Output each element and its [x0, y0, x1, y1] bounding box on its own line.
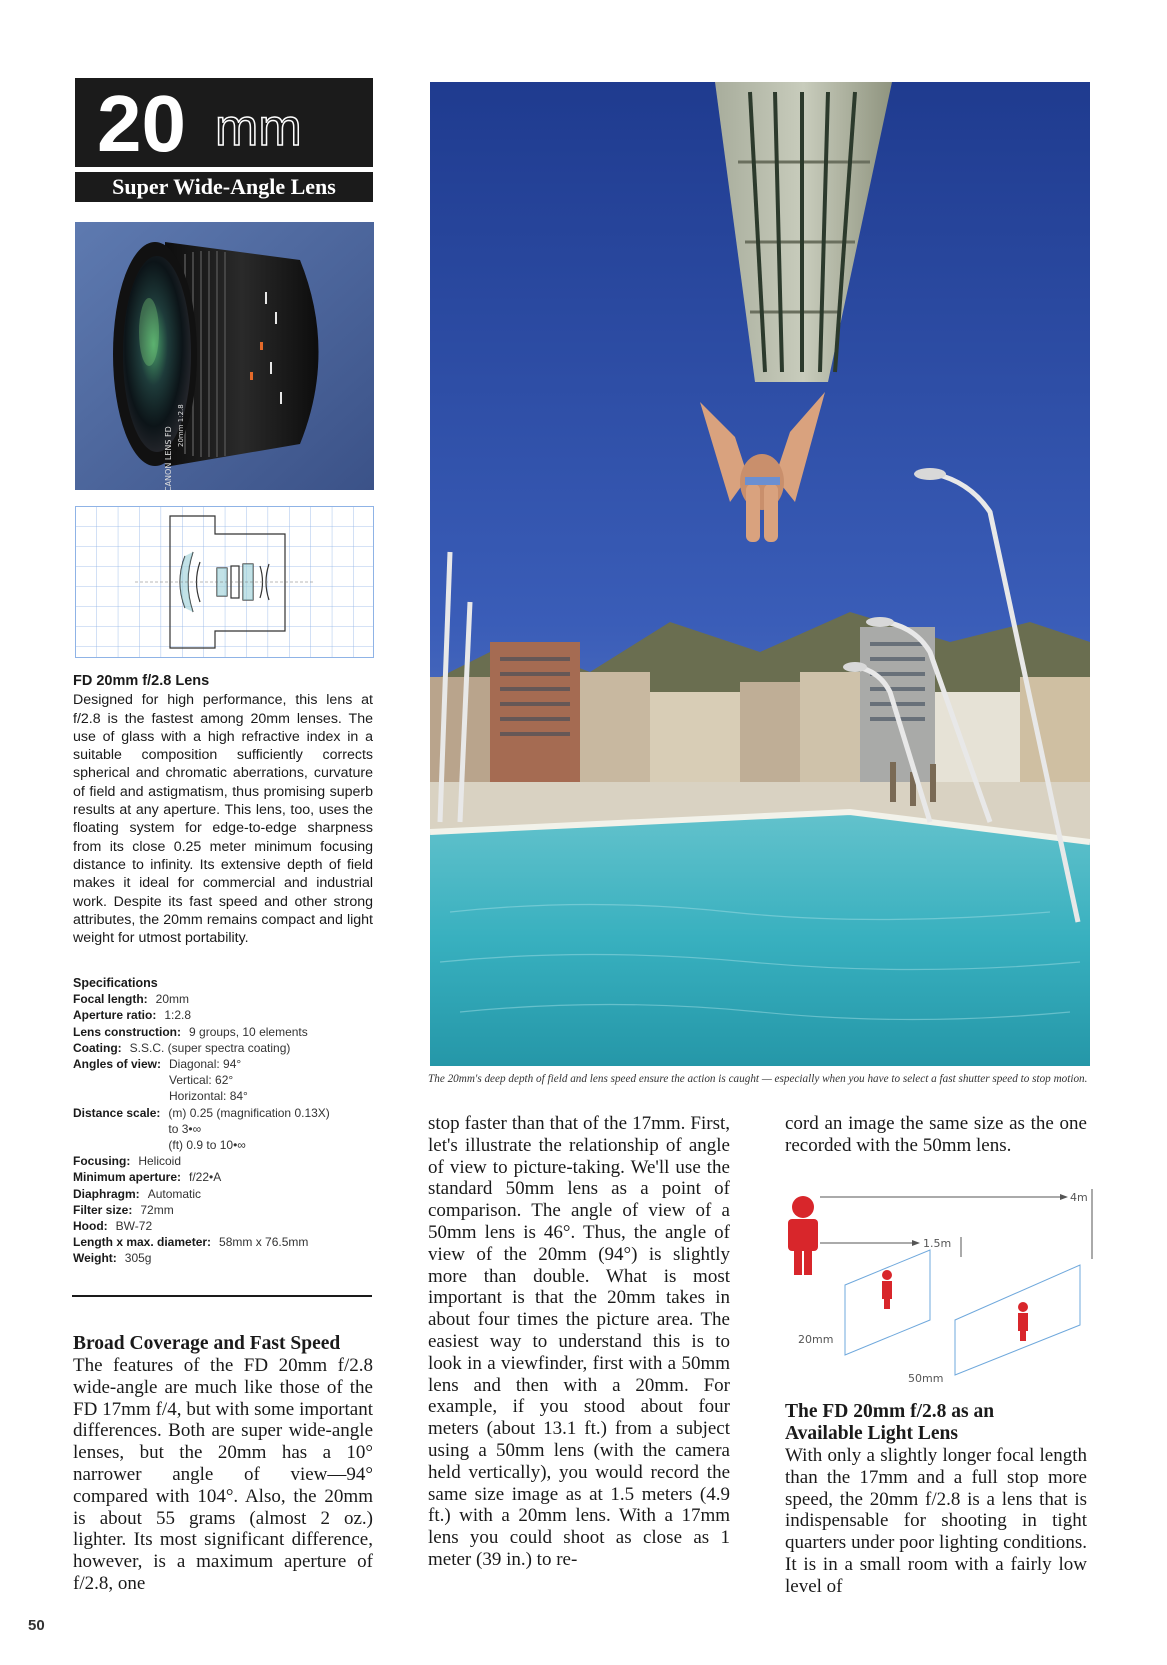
label-20mm: 20mm: [798, 1333, 834, 1346]
spec-value: Automatic: [147, 1186, 202, 1201]
photographer-figure: [788, 1196, 818, 1275]
spec-label: Lens construction:: [73, 1024, 182, 1039]
lens-barrel-spec: 20mm 1:2.8: [177, 404, 185, 447]
spec-value: BW-72: [115, 1219, 153, 1234]
lens-name: FD 20mm f/2.8 Lens: [73, 673, 210, 689]
spec-row: [73, 1056, 393, 1105]
spec-values: [140, 1202, 173, 1218]
spec-values: [169, 1056, 248, 1105]
spec-row: [73, 1250, 393, 1266]
spec-label: Focusing:: [73, 1154, 131, 1169]
lens-description: [73, 672, 373, 947]
heading-line-1: The FD 20mm f/2.8 as an: [785, 1401, 995, 1422]
title-bar: [75, 78, 373, 167]
label-50mm: 50mm: [908, 1372, 944, 1385]
spec-row: [73, 1040, 393, 1056]
spec-row: [73, 1218, 393, 1234]
page-number: 50: [28, 1617, 45, 1634]
spec-label: Aperture ratio:: [73, 1008, 157, 1023]
right-column-intro: cord an image the same size as the one recorded with the 50mm lens.: [785, 1113, 1087, 1156]
spec-label: Diaphragm:: [73, 1186, 140, 1201]
section-divider: [72, 1295, 372, 1297]
title-block: [75, 78, 373, 202]
specifications: [73, 975, 393, 1267]
spec-value: 20mm: [155, 992, 190, 1007]
spec-row: [73, 1186, 393, 1202]
spec-values: [125, 1250, 152, 1266]
spec-value: 72mm: [140, 1202, 174, 1217]
spec-values: [189, 1169, 221, 1185]
spec-value: 1:2.8: [164, 1008, 192, 1023]
spec-label: Angles of view:: [73, 1057, 162, 1072]
spec-value: Horizontal: 84°: [169, 1089, 248, 1104]
spec-values: [164, 1007, 191, 1023]
spec-row: [73, 991, 393, 1007]
lens-cross-section-diagram: [75, 506, 374, 658]
spec-values: [138, 1153, 181, 1169]
spec-row: [73, 1153, 393, 1169]
section-heading-available-light: [785, 1401, 1087, 1445]
spec-label: Hood:: [73, 1219, 108, 1234]
spec-value: 305g: [124, 1251, 152, 1266]
spec-value: to 3•∞: [168, 1121, 202, 1136]
page-subtitle: Super Wide-Angle Lens: [75, 172, 373, 202]
title-number: 20: [97, 79, 186, 168]
spec-value: Vertical: 62°: [169, 1073, 234, 1088]
spec-row: [73, 1105, 393, 1154]
spec-label: Length x max. diameter:: [73, 1235, 212, 1250]
spec-row: [73, 1202, 393, 1218]
spec-value: 9 groups, 10 elements: [189, 1024, 308, 1039]
frame-20mm: [845, 1250, 930, 1355]
spec-values: [168, 1105, 329, 1154]
specifications-list: [73, 991, 393, 1266]
spec-row: [73, 1024, 393, 1040]
spec-values: [189, 1024, 308, 1040]
photo-caption: The 20mm's deep depth of field and lens speed ensure the action is caught — especially when you have to select a fast shutter speed to stop motion.: [428, 1073, 1088, 1085]
section-heading-broad-coverage: Broad Coverage and Fast Speed: [73, 1333, 341, 1354]
spec-value: S.S.C. (super spectra coating): [129, 1040, 291, 1055]
lens-photo: [75, 222, 374, 490]
spec-row: [73, 1234, 393, 1250]
lens-description-text: Designed for high performance, this lens at f/2.8 is the fastest among 20mm lenses. The use of glass with a high refractive index in a suitable composition sufficiently corrects spherical and chromatic aberrations, curvature of field and astigmatism, thus promising superb results at any aperture. This lens, too, uses the floating system for edge-to-edge sharpness from its close 0.25 meter minimum focusing distance to infinity. Its extensive depth of field makes it ideal for commercial and industrial work. Despite its fast speed and other strong attributes, the 20mm remains compact and light weight for utmost portability.: [73, 692, 373, 947]
angle-of-view-diagram: [780, 1185, 1100, 1385]
spec-value: Helicoid: [138, 1154, 182, 1169]
spec-label: Filter size:: [73, 1202, 133, 1217]
spec-values: [156, 991, 189, 1007]
middle-column-text: stop faster than that of the 17mm. First, let's illustrate the relationship of angle of view to picture-taking. We'll use the standard 50mm lens as a point of comparison. The angle of view of a 50mm lens is 46°. Thus, the angle of view of the 20mm (94°) is slightly more than double. What is most important is that the 20mm takes in about four times the picture area. The easiest way to understand this is to look in a viewfinder, first with a 50mm lens and then with a 20mm. For example, if you stood about four meters (about 13.1 ft.) from a subject using a 50mm lens (with the camera held vertically), you would record the same size image as at 1.5 meters (4.9 ft.) with a 20mm lens. With a 17mm lens you could shoot as close as 1 meter (39 in.) to re-: [428, 1113, 730, 1570]
spec-label: Minimum aperture:: [73, 1170, 182, 1185]
spec-label: Distance scale:: [73, 1105, 161, 1120]
distance-far-label: 4m: [1070, 1191, 1088, 1204]
frame-50mm: [955, 1265, 1080, 1375]
spec-value: Diagonal: 94°: [169, 1057, 242, 1072]
title-unit: mm: [215, 99, 302, 157]
spec-value: (ft) 0.9 to 10•∞: [168, 1138, 246, 1153]
lens-barrel-text: CANON LENS FD: [164, 426, 173, 490]
diver-photo: [430, 82, 1090, 1066]
spec-values: [219, 1234, 308, 1250]
spec-row: [73, 1169, 393, 1185]
spec-value: 58mm x 76.5mm: [219, 1235, 309, 1250]
distance-near-label: 1.5m: [923, 1237, 952, 1250]
spec-label: Coating:: [73, 1040, 122, 1055]
section-body-available-light: With only a slightly longer focal length than the 17mm and a full stop more speed, the 20mm f/2.8 is a lens that is indispensable for shooting in tight quarters under poor lighting conditions. It is in a small room with a fairly low level of: [785, 1445, 1087, 1597]
spec-label: Weight:: [73, 1251, 117, 1266]
spec-label: Focal length:: [73, 992, 148, 1007]
spec-value: (m) 0.25 (magnification 0.13X): [168, 1105, 330, 1120]
section-body-broad-coverage: The features of the FD 20mm f/2.8 wide-angle are much like those of the FD 17mm f/4, but with some important differences. Both are super wide-angle lenses, but the 20mm has a 10° narrower angle of view—94° compared with 104°. Also, the 20mm is about 55 grams (almost 2 oz.) lighter. Its most significant difference, however, is a maximum aperture of f/2.8, one: [73, 1355, 373, 1594]
spec-values: [116, 1218, 152, 1234]
specifications-title: Specifications: [73, 976, 158, 990]
spec-row: [73, 1007, 393, 1023]
spec-value: f/22•A: [189, 1170, 222, 1185]
spec-values: [130, 1040, 291, 1056]
spec-values: [148, 1186, 201, 1202]
heading-line-2: Available Light Lens: [785, 1423, 958, 1444]
